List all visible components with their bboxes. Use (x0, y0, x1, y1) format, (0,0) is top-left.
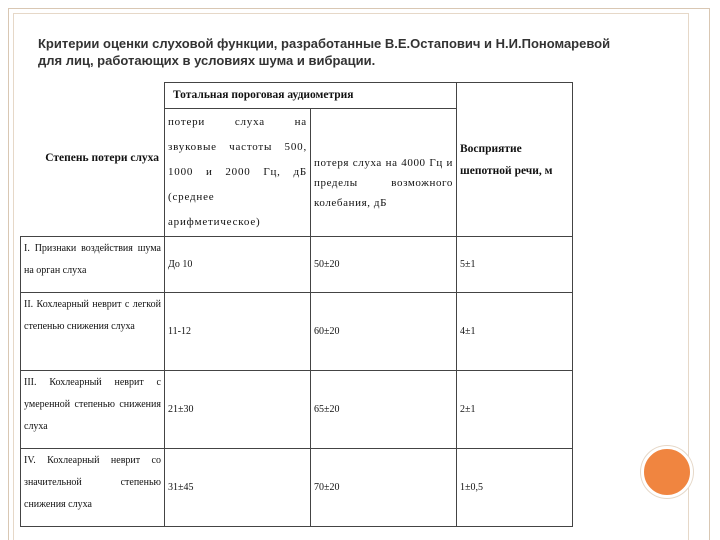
row-whisper-value: 1±0,5 (457, 449, 573, 527)
row-whisper-value: 2±1 (457, 371, 573, 449)
header-degree-cell (21, 83, 165, 237)
row-speech-value: 11-12 (165, 293, 311, 371)
row-label: I. Признаки воздействия шума на орган слуха (21, 237, 165, 293)
row-whisper-value: 4±1 (457, 293, 573, 371)
header-whisper-perception: Восприятие шепотной речи, м (457, 83, 573, 237)
criteria-table (20, 82, 573, 527)
row-4000-value: 65±20 (311, 371, 457, 449)
row-speech-value: До 10 (165, 237, 311, 293)
slide-title (38, 35, 678, 69)
row-speech-value: 21±30 (165, 371, 311, 449)
row-4000-value: 50±20 (311, 237, 457, 293)
row-label: III. Кохлеарный неврит с умеренной степенью снижения слуха (21, 371, 165, 449)
row-speech-value: 31±45 (165, 449, 311, 527)
header-degree: Степень потери слуха (45, 152, 159, 165)
title-line-1: Критерии оценки слуховой функции, разработанные В.Е.Остапович и Н.И.Пономаревой (38, 36, 611, 51)
row-4000-value: 60±20 (311, 293, 457, 371)
header-total-audiometry: Тотальная пороговая аудиометрия (165, 83, 457, 109)
table-header-row-1 (21, 83, 573, 109)
table-row (21, 293, 573, 371)
row-label: IV. Кохлеарный неврит со значительной степенью снижения слуха (21, 449, 165, 527)
table-row (21, 449, 573, 527)
table-row (21, 371, 573, 449)
row-label: II. Кохлеарный неврит с легкой степенью снижения слуха (21, 293, 165, 371)
table-row (21, 237, 573, 293)
title-line-2: для лиц, работающих в условиях шума и вибрации. (38, 53, 376, 68)
header-loss-speech-freq: потери слуха на звуковые частоты 500, 1000 и 2000 Гц, дБ (среднее арифметическое) (165, 109, 311, 237)
row-whisper-value: 5±1 (457, 237, 573, 293)
decorative-orange-circle (641, 446, 693, 498)
row-4000-value: 70±20 (311, 449, 457, 527)
header-loss-4000: потеря слуха на 4000 Гц и пределы возможного колебания, дБ (311, 109, 457, 237)
